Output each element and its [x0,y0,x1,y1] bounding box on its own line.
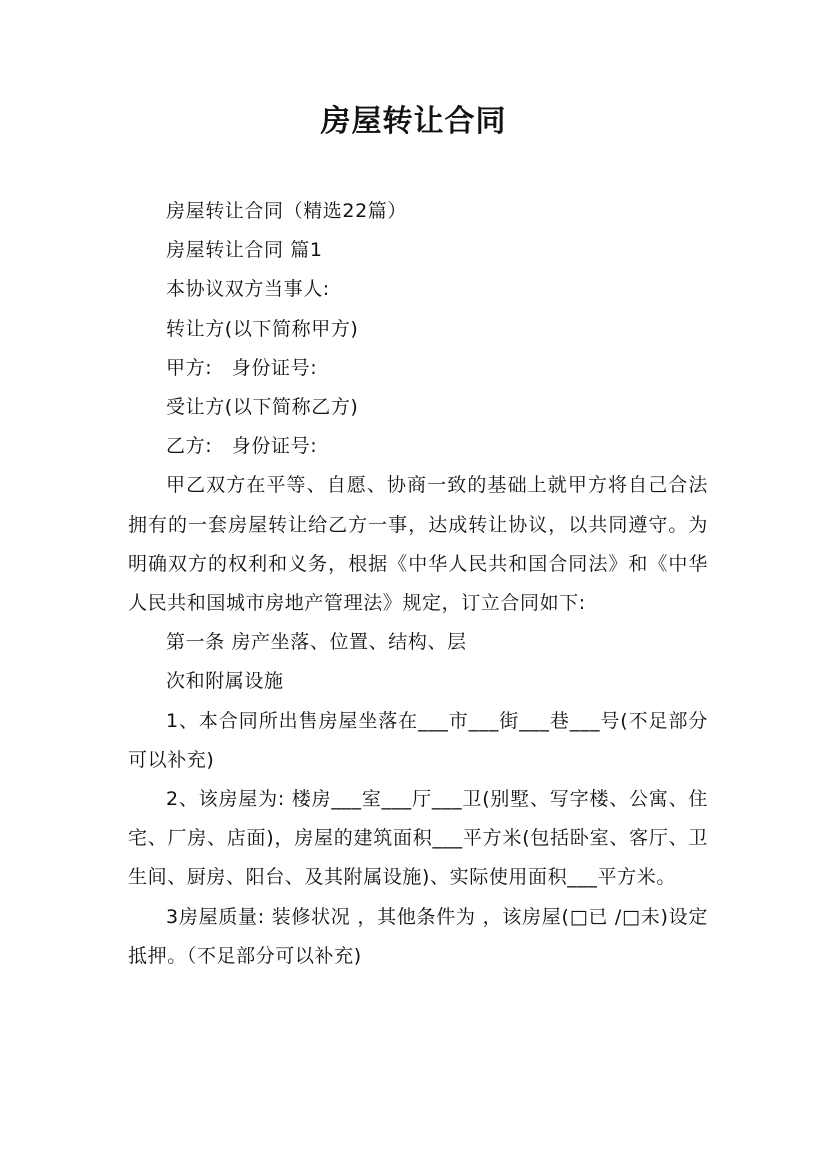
paragraph-party-a-id: 甲方: 身份证号: [166,356,318,379]
paragraph-clause-3: 3房屋质量: 装修状况 ，其他条件为 ，该房屋(□已 /□未)设定抵押。（不足部分可以补充) [128,905,708,967]
paragraph-preamble: 甲乙双方在平等、自愿、协商一致的基础上就甲方将自己合法拥有的一套房屋转让给乙方一事，达成转让协议，以共同遵守。为明确双方的权利和义务，根据《中华人民共和国合同法》和《中华人民共和国城市房地产管理法》规定，订立合同如下: [128,474,708,615]
document-title: 房屋转让合同 [320,104,507,139]
paragraph-transferee: 受让方(以下简称乙方) [166,396,359,419]
paragraph-section-heading: 房屋转让合同 篇1 [166,239,323,262]
paragraph-parties: 本协议双方当事人: [166,278,330,301]
paragraph-clause-2: 2、该房屋为: 楼房___室___厅___卫(别墅、写字楼、公寓、住宅、厂房、店面)，房屋的建筑面积___平方米(包括卧室、客厅、卫生间、厨房、阳台、及其附属设施)、实际使用面积___平方米。 [128,788,708,889]
paragraph-subtitle: 房屋转让合同（精选22篇） [166,200,407,222]
paragraph-article-1-heading: 第一条 房产坐落、位置、结构、层 [166,631,467,654]
document-body [128,192,708,976]
paragraph-clause-1: 1、本合同所出售房屋坐落在___市___街___巷___号(不足部分可以补充) [128,709,708,771]
paragraph-party-b-id: 乙方: 身份证号: [166,435,318,458]
paragraph-article-1-heading-cont: 次和附属设施 [166,670,284,693]
paragraph-transferor: 转让方(以下简称甲方) [166,317,359,340]
